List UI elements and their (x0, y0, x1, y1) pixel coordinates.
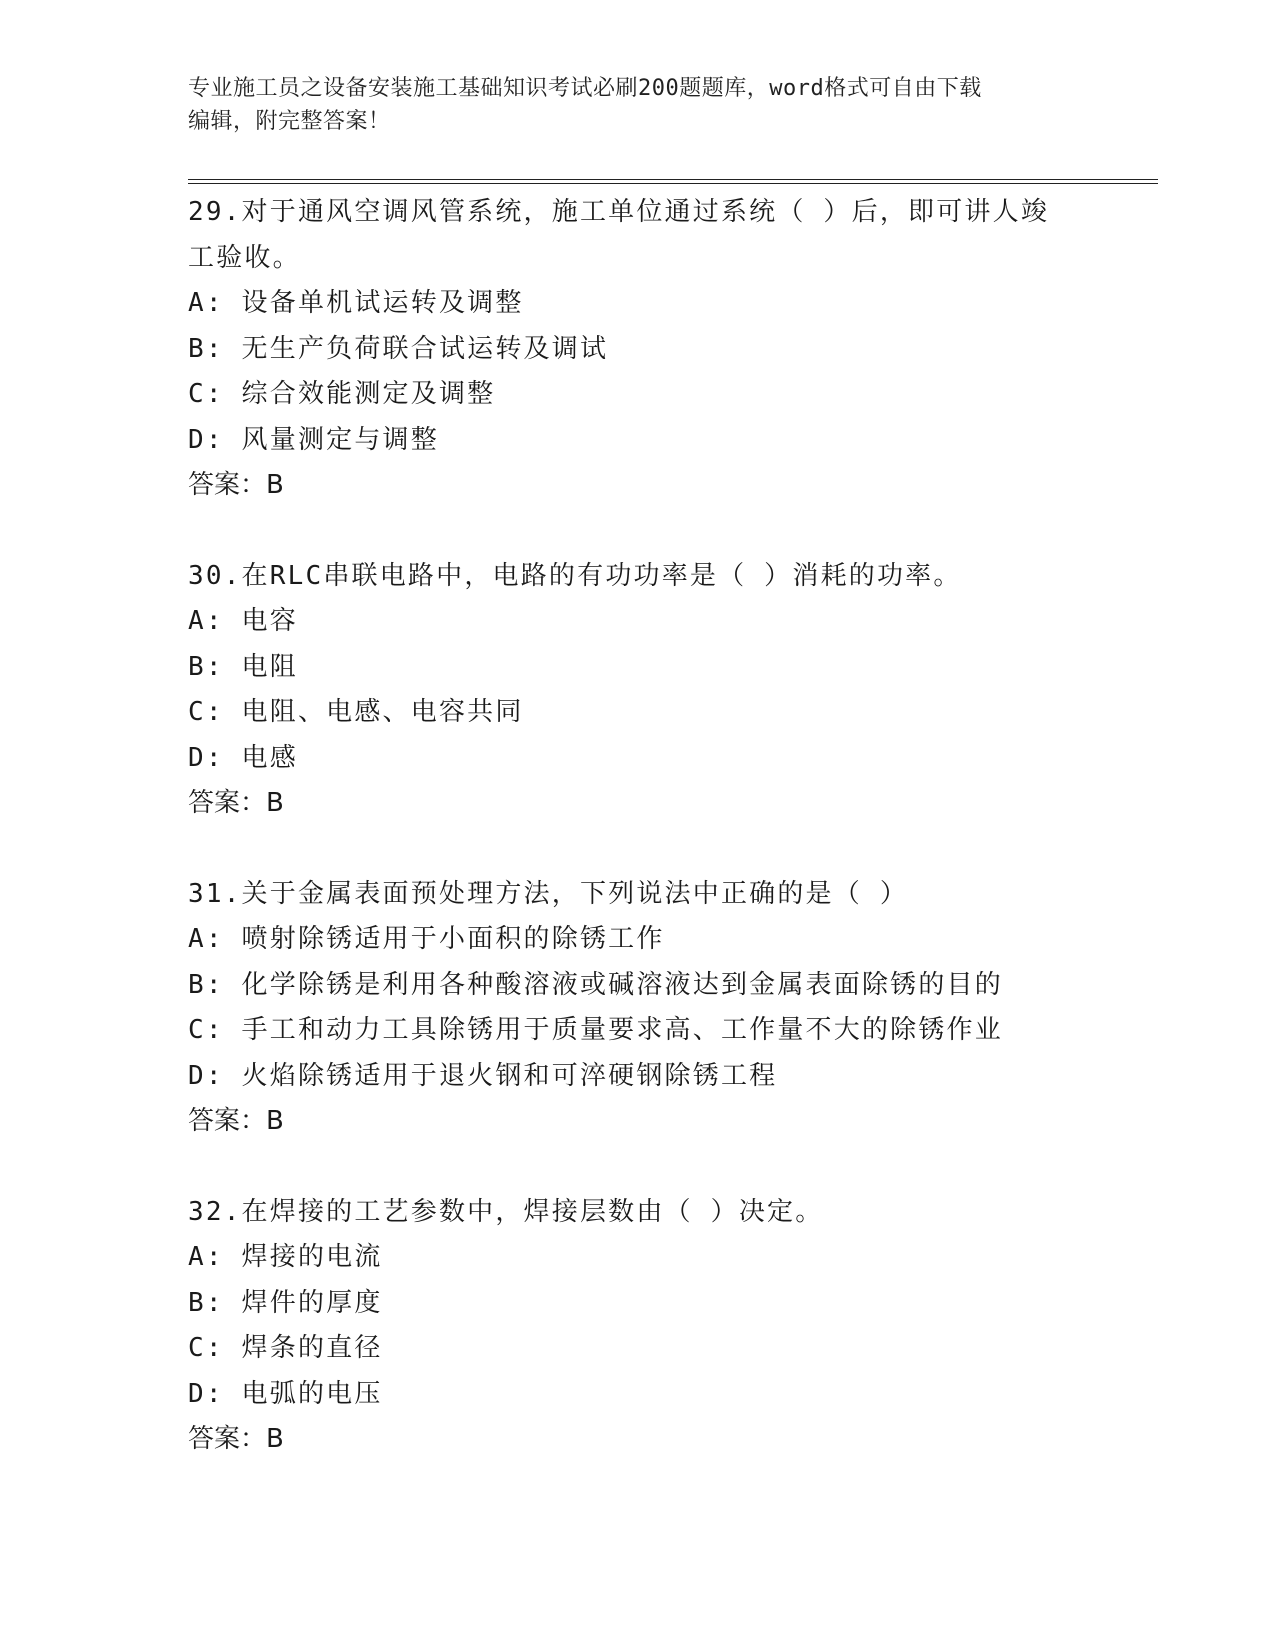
question-stem-line: 29.对于通风空调风管系统，施工单位通过系统（ ）后，即可讲人竣 (188, 197, 1050, 227)
question-30 (188, 554, 1188, 827)
option-c: C: 综合效能测定及调整 (188, 379, 496, 409)
question-stem-line: 工验收。 (188, 242, 301, 273)
question-stem (188, 190, 1068, 281)
header-title-line-2: 编辑，附完整答案！ (188, 109, 391, 134)
option-a: A: 电容 (188, 606, 298, 636)
question-29 (188, 190, 1188, 509)
option-d: D: 电感 (188, 742, 298, 773)
question-stem-line: 30.在RLC串联电路中，电路的有功功率是（ ）消耗的功率。 (188, 560, 962, 591)
header-title-line-1: 专业施工员之设备安装施工基础知识考试必刷200题题库，word格式可自由下载 (188, 76, 982, 101)
question-spacer (188, 509, 1188, 554)
question-31 (188, 872, 1188, 1145)
option-b: B: 电阻 (188, 651, 298, 682)
option-a: A: 喷射除锈适用于小面积的除锈工作 (188, 924, 665, 954)
answer-label: 答案：B (188, 788, 284, 818)
question-stem-line: 31.关于金属表面预处理方法，下列说法中正确的是（ ） (188, 878, 909, 909)
option-a: A: 焊接的电流 (188, 1242, 383, 1272)
option-d: D: 风量测定与调整 (188, 424, 439, 455)
question-stem (188, 872, 1068, 918)
header-divider-top (188, 179, 1158, 180)
option-b: B: 化学除锈是利用各种酸溶液或碱溶液达到金属表面除锈的目的 (188, 969, 1003, 1000)
option-b: B: 无生产负荷联合试运转及调试 (188, 333, 609, 364)
option-c: C: 电阻、电感、电容共同 (188, 697, 524, 727)
document-header (188, 72, 1088, 138)
header-divider-bottom (188, 183, 1158, 184)
option-d: D: 火焰除锈适用于退火钢和可淬硬钢除锈工程 (188, 1060, 778, 1091)
question-spacer (188, 827, 1188, 872)
question-stem (188, 554, 1068, 600)
question-stem-line: 32.在焊接的工艺参数中，焊接层数由（ ）决定。 (188, 1196, 824, 1227)
answer-label: 答案：B (188, 470, 284, 500)
question-list (188, 190, 1188, 1463)
question-spacer (188, 1145, 1188, 1190)
option-a: A: 设备单机试运转及调整 (188, 288, 524, 318)
option-c: C: 焊条的直径 (188, 1333, 383, 1363)
question-32 (188, 1190, 1188, 1463)
option-c: C: 手工和动力工具除锈用于质量要求高、工作量不大的除锈作业 (188, 1015, 1003, 1045)
answer-label: 答案：B (188, 1106, 284, 1136)
answer-label: 答案：B (188, 1424, 284, 1454)
option-b: B: 焊件的厚度 (188, 1287, 383, 1318)
question-stem (188, 1190, 1068, 1236)
option-d: D: 电弧的电压 (188, 1378, 383, 1409)
